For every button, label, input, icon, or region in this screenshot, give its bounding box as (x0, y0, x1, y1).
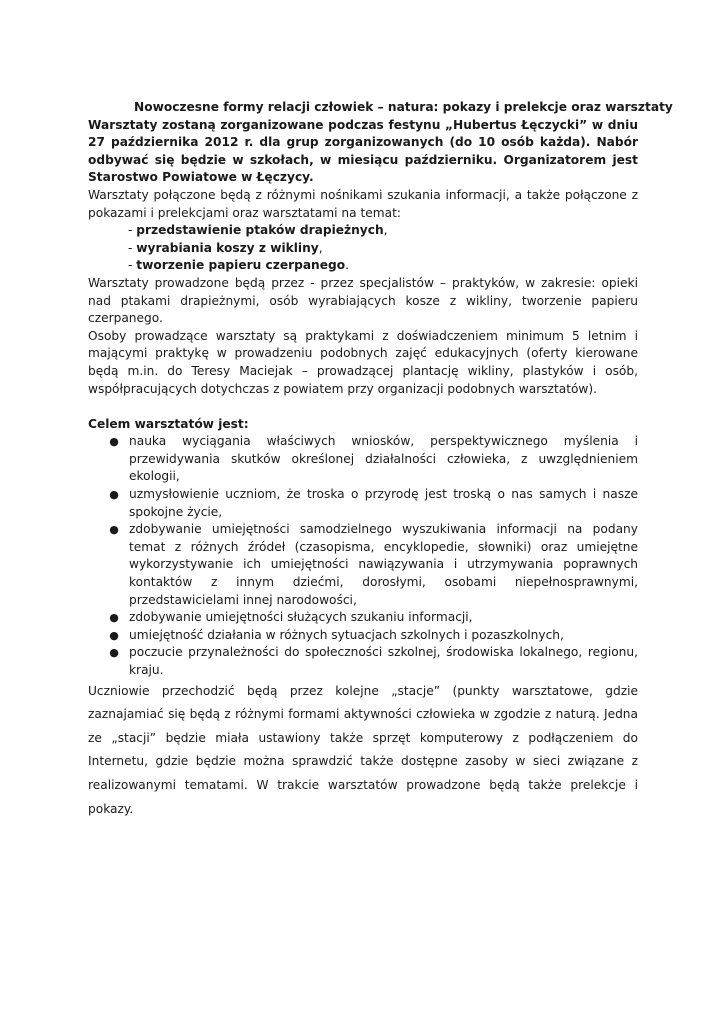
topic-label: tworzenie papieru czerpanego (136, 258, 346, 273)
list-item (88, 609, 638, 627)
goals-list (88, 433, 638, 679)
bullet-icon: ● (109, 523, 119, 537)
list-item (88, 521, 638, 609)
stations-paragraph: Uczniowie przechodzić będą przez kolejne „stacje” (punkty warsztatowe, gdzie zaznajamiać się będą z różnymi formami aktywności człowieka w zgodzie z naturą. Jedna ze „stacji” będzie miała ustawiony także sprzęt komputerowy z podłączeniem do Internetu, gdzie będzie można sprawdzić także dostępne zasoby w sieci związane z realizowanymi tematami. W trakcie warsztatów prowadzone będą także prelekcje i pokazy. (88, 683, 638, 816)
goal-text: umiejętność działania w różnych sytuacjach szkolnych i pozaszkolnych, (129, 627, 564, 642)
list-item (88, 486, 638, 521)
bullet-icon: ● (109, 611, 119, 625)
goal-text: poczucie przynależności do społeczności szkolnej, środowiska lokalnego, regionu, kraju. (129, 645, 638, 677)
specialists-paragraph: Warsztaty prowadzone będą przez - przez specjalistów – praktyków, w zakresie: opieki nad ptakami drapieżnymi, osób wyrabiających kosze z wikliny, tworzenie papieru czerpanego. (88, 275, 638, 326)
topic-suffix: , (383, 223, 388, 238)
bullet-icon: ● (109, 646, 119, 660)
topic-label: wyrabiania koszy z wikliny (136, 240, 319, 255)
intro-bold-paragraph: Warsztaty zostaną zorganizowane podczas festynu „Hubertus Łęczycki” w dniu 27 października 2012 r. dla grup zorganizowanych (do 10 osób każda). Nabór odbywać się będzie w szkołach, w miesiącu październiku. Organizatorem jest Starostwo Powiatowe w Łęczycy. (88, 117, 638, 185)
list-item (88, 644, 638, 679)
topic-suffix: . (345, 258, 349, 273)
topic-label: przedstawienie ptaków drapieżnych (136, 223, 384, 238)
topic-suffix: , (318, 240, 323, 255)
goals-heading: Celem warsztatów jest: (88, 416, 249, 431)
bullet-icon: ● (109, 488, 119, 502)
bullet-icon: ● (109, 628, 119, 642)
document-body (88, 99, 673, 821)
goal-text: zdobywanie umiejętności samodzielnego wyszukiwania informacji na podany temat z różnych źródeł (czasopisma, encyklopedie, słowniki) oraz umiejętne wykorzystywanie ich umiejętności nawiązywania i utrzymywania poprawnych kontaktów z innym dziećmi, dorosłymi, osobami niepełnosprawnymi, przedstawicielami innej narodowości, (129, 522, 638, 607)
topic-prefix: - (128, 258, 137, 273)
intro-paragraph: Warsztaty połączone będą z różnymi nośnikami szukania informacji, a także połączone z pokazami i prelekcjami oraz warsztatami na temat: (88, 187, 638, 220)
goal-text: zdobywanie umiejętności służących szukaniu informacji, (129, 610, 473, 625)
topic-item (88, 222, 638, 240)
bullet-icon: ● (109, 435, 119, 449)
document-title: Nowoczesne formy relacji człowiek – natura: pokazy i prelekcje oraz warsztaty (134, 100, 673, 114)
topic-prefix: - (128, 223, 137, 238)
list-item (88, 627, 638, 645)
practitioners-paragraph: Osoby prowadzące warsztaty są praktykami z doświadczeniem minimum 5 letnim i mającymi praktykę w prowadzeniu podobnych zajęć edukacyjnych (oferty kierowane będą m.in. do Teresy Maciejak – prowadzącej plantację wikliny, plastyków i osób, współpracujących dotychczas z powiatem przy organizacji podobnych warsztatów). (88, 328, 638, 396)
paragraph-spacer (88, 398, 638, 416)
list-item (88, 433, 638, 486)
topic-prefix: - (128, 240, 137, 255)
topic-item (88, 240, 638, 258)
goal-text: uzmysłowienie uczniom, że troska o przyrodę jest troską o nas samych i nasze spokojne życie, (129, 487, 638, 519)
topic-item (88, 257, 638, 275)
goal-text: nauka wyciągania właściwych wniosków, perspektywicznego myślenia i przewidywania skutków określonej działalności człowieka, z uwzględnieniem ekologii, (129, 434, 638, 484)
